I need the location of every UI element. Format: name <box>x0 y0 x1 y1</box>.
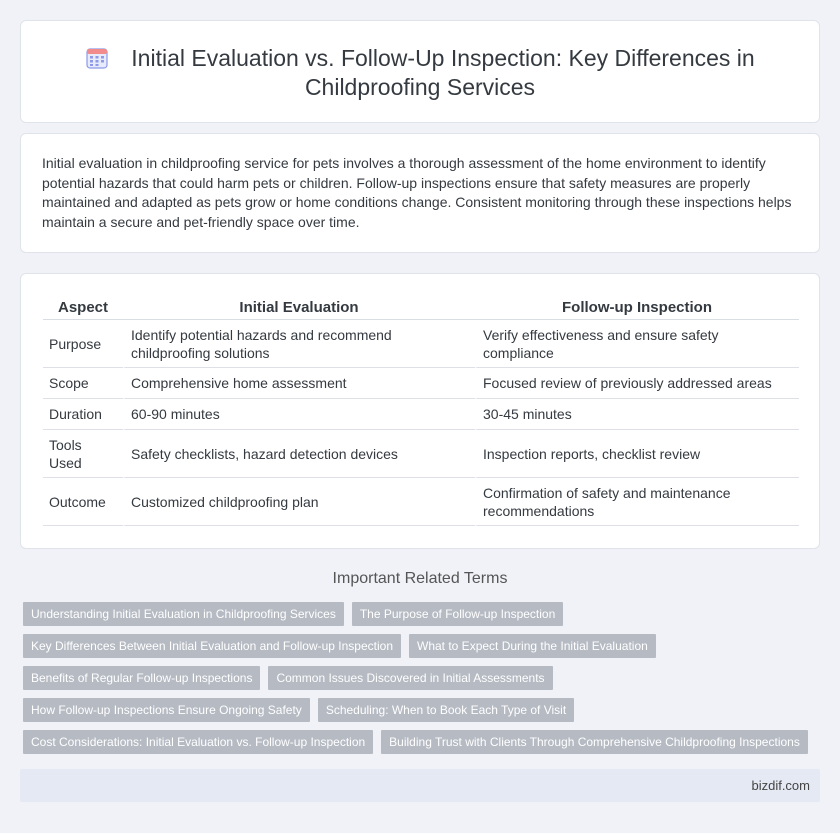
header-initial: Initial Evaluation <box>123 295 475 320</box>
related-term-tag[interactable]: How Follow-up Inspections Ensure Ongoing Safety <box>23 698 310 722</box>
intro-card <box>20 133 820 253</box>
cell-initial: Safety checklists, hazard detection devices <box>123 430 475 478</box>
header-aspect: Aspect <box>43 295 123 320</box>
table-row <box>43 320 799 368</box>
calendar-icon <box>85 46 109 70</box>
cell-aspect: Purpose <box>43 320 123 368</box>
cell-initial: Identify potential hazards and recommend childproofing solutions <box>123 320 475 368</box>
footer-site-link[interactable]: bizdif.com <box>751 778 810 793</box>
related-terms-heading: Important Related Terms <box>332 570 508 587</box>
page-title <box>21 44 819 102</box>
cell-aspect: Scope <box>43 368 123 399</box>
cell-aspect: Tools Used <box>43 430 123 478</box>
footer-bar <box>20 769 820 802</box>
cell-follow: Focused review of previously addressed areas <box>475 368 799 399</box>
cell-follow: Inspection reports, checklist review <box>475 430 799 478</box>
title-line-1: Initial Evaluation vs. Follow-Up Inspection: Key Differences in <box>131 45 755 71</box>
related-term-tag[interactable]: Benefits of Regular Follow-up Inspections <box>23 666 260 690</box>
table-row <box>43 430 799 478</box>
related-term-tag[interactable]: The Purpose of Follow-up Inspection <box>352 602 563 626</box>
comparison-card <box>20 273 820 549</box>
related-term-tag[interactable]: What to Expect During the Initial Evaluation <box>409 634 656 658</box>
table-row <box>43 399 799 430</box>
cell-initial: 60-90 minutes <box>123 399 475 430</box>
header-card <box>20 20 820 123</box>
table-header-row <box>43 295 799 320</box>
related-term-tag[interactable]: Cost Considerations: Initial Evaluation vs. Follow-up Inspection <box>23 730 373 754</box>
cell-follow: Verify effectiveness and ensure safety compliance <box>475 320 799 368</box>
cell-follow: Confirmation of safety and maintenance recommendations <box>475 478 799 526</box>
cell-initial: Comprehensive home assessment <box>123 368 475 399</box>
title-line-2: Childproofing Services <box>304 74 536 100</box>
table-row <box>43 478 799 526</box>
table-row <box>43 368 799 399</box>
related-term-tag[interactable]: Key Differences Between Initial Evaluation and Follow-up Inspection <box>23 634 401 658</box>
cell-initial: Customized childproofing plan <box>123 478 475 526</box>
related-term-tag[interactable]: Building Trust with Clients Through Comprehensive Childproofing Inspections <box>381 730 808 754</box>
cell-aspect: Duration <box>43 399 123 430</box>
related-term-tag[interactable]: Understanding Initial Evaluation in Childproofing Services <box>23 602 344 626</box>
cell-aspect: Outcome <box>43 478 123 526</box>
related-terms-list <box>23 602 823 762</box>
cell-follow: 30-45 minutes <box>475 399 799 430</box>
header-follow: Follow-up Inspection <box>475 295 799 320</box>
related-term-tag[interactable]: Scheduling: When to Book Each Type of Visit <box>318 698 574 722</box>
comparison-table <box>43 295 799 526</box>
related-term-tag[interactable]: Common Issues Discovered in Initial Assessments <box>268 666 552 690</box>
intro-paragraph: Initial evaluation in childproofing service for pets involves a thorough assessment of the home environment to identify potential hazards that could harm pets or children. Follow-up inspections ensure that safety measures are properly maintained and adapted as pets grow or home conditions change. Consistent monitoring through these inspections helps maintain a secure and pet-friendly space over time. <box>42 155 792 230</box>
